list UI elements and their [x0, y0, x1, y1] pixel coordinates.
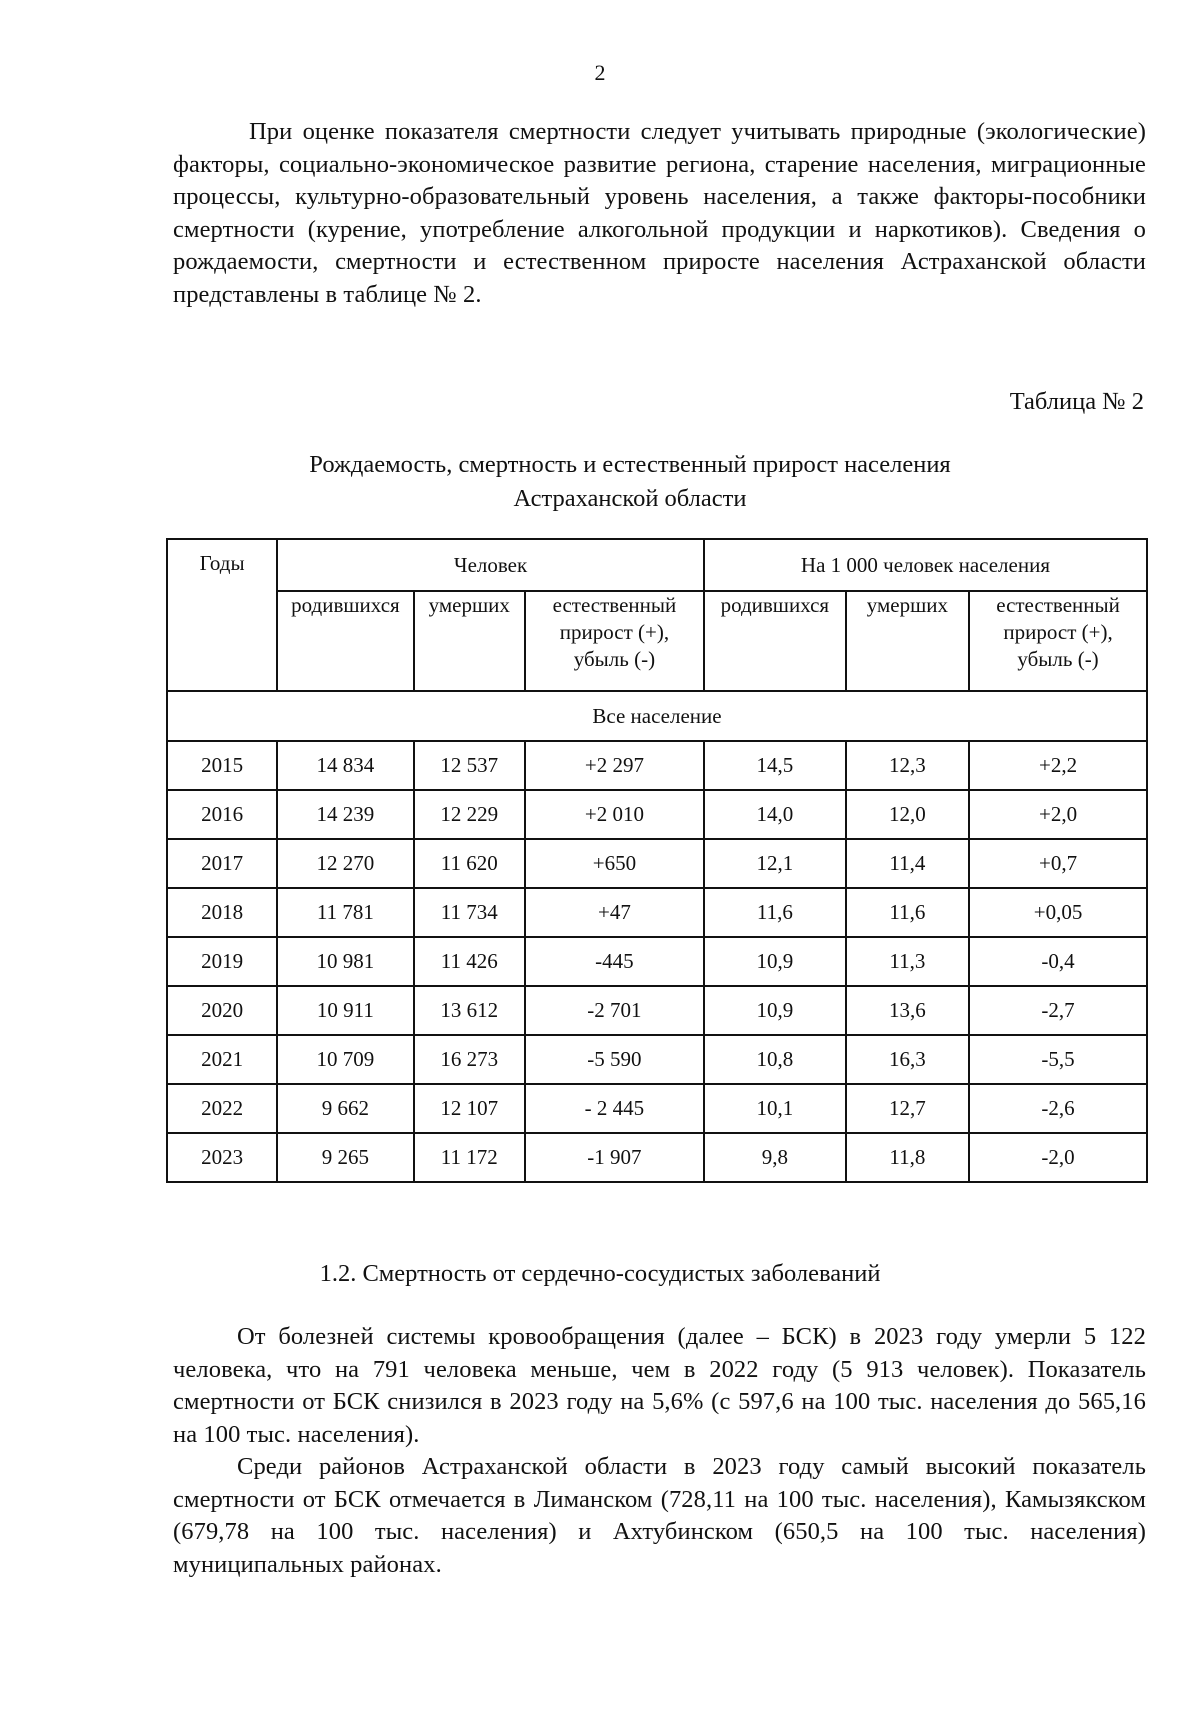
cell-natural: -1 907 — [525, 1133, 704, 1182]
table-row — [167, 1133, 1147, 1182]
cell-died-rate: 12,7 — [846, 1084, 969, 1133]
header-born: родившихся — [277, 591, 413, 691]
header-group-per-1000: На 1 000 человек населения — [704, 539, 1147, 591]
cell-born-rate: 14,5 — [704, 741, 846, 790]
cell-natural: +650 — [525, 839, 704, 888]
cell-natural: -445 — [525, 937, 704, 986]
cell-natural-rate: +0,7 — [969, 839, 1147, 888]
page-number: 2 — [594, 60, 606, 85]
cell-died: 16 273 — [414, 1035, 525, 1084]
header-natural-change — [525, 591, 704, 691]
cell-born: 10 709 — [277, 1035, 413, 1084]
cell-natural: +2 010 — [525, 790, 704, 839]
cell-died-rate: 12,3 — [846, 741, 969, 790]
cell-died-rate: 11,3 — [846, 937, 969, 986]
cell-year: 2016 — [167, 790, 277, 839]
cell-natural: - 2 445 — [525, 1084, 704, 1133]
section-all-population: Все население — [167, 691, 1147, 741]
table-row — [167, 741, 1147, 790]
table-header-row-2 — [167, 591, 1147, 691]
cell-died-rate: 16,3 — [846, 1035, 969, 1084]
cell-born: 12 270 — [277, 839, 413, 888]
body-paragraph-1: От болезней системы кровообращения (далее – БСК) в 2023 году умерли 5 122 человека, что на 791 человека меньше, чем в 2022 году (5 913 человек). Показатель смертности от БСК снизился в 2023 году на 5,6% (с 597,6 на 100 тыс. населения до 565,16 на 100 тыс. населения). — [173, 1323, 1146, 1448]
cell-natural-rate: -2,7 — [969, 986, 1147, 1035]
cell-year: 2021 — [167, 1035, 277, 1084]
cell-born: 14 834 — [277, 741, 413, 790]
header-natural-rate-line-3: убыль (-) — [1017, 647, 1099, 671]
cell-born-rate: 14,0 — [704, 790, 846, 839]
cell-born-rate: 10,9 — [704, 937, 846, 986]
cell-died: 11 172 — [414, 1133, 525, 1182]
header-years: Годы — [167, 539, 277, 691]
cell-born-rate: 11,6 — [704, 888, 846, 937]
intro-paragraph: При оценке показателя смертности следует учитывать природные (экологические) факторы, социально-экономическое развитие региона, старение населения, миграционные процессы, культурно-образовательный уровень населения, а также факторы-пособники смертности (курение, употребление алкогольной продукции и наркотиков). Сведения о рождаемости, смертности и естественном приросте населения Астраханской области представлены в таблице № 2. — [173, 118, 1146, 308]
cell-natural-rate: +2,2 — [969, 741, 1147, 790]
header-natural-line-1: естественный — [552, 593, 677, 617]
cell-year: 2017 — [167, 839, 277, 888]
cell-year: 2023 — [167, 1133, 277, 1182]
cell-born-rate: 10,8 — [704, 1035, 846, 1084]
cell-died: 11 426 — [414, 937, 525, 986]
cell-natural: -5 590 — [525, 1035, 704, 1084]
cell-died-rate: 12,0 — [846, 790, 969, 839]
table-row — [167, 839, 1147, 888]
header-natural-rate-line-1: естественный — [996, 593, 1120, 617]
table-label: Таблица № 2 — [1009, 388, 1144, 415]
table-section-row — [167, 691, 1147, 741]
cell-died: 12 537 — [414, 741, 525, 790]
header-died-rate: умерших — [846, 591, 969, 691]
cell-died: 12 229 — [414, 790, 525, 839]
cell-natural-rate: -2,6 — [969, 1084, 1147, 1133]
cell-born: 9 265 — [277, 1133, 413, 1182]
header-natural-rate-line-2: прирост (+), — [1003, 620, 1113, 644]
header-group-people: Человек — [277, 539, 704, 591]
table-row — [167, 937, 1147, 986]
cell-born-rate: 10,1 — [704, 1084, 846, 1133]
table-title-line-1: Рождаемость, смертность и естественный прирост населения — [309, 451, 951, 478]
demographics-table — [166, 538, 1148, 1183]
cell-natural-rate: -5,5 — [969, 1035, 1147, 1084]
table-header-row-1 — [167, 539, 1147, 591]
cell-year: 2018 — [167, 888, 277, 937]
cell-died: 12 107 — [414, 1084, 525, 1133]
cell-died: 13 612 — [414, 986, 525, 1035]
cell-natural: +2 297 — [525, 741, 704, 790]
cell-year: 2020 — [167, 986, 277, 1035]
section-heading: 1.2. Смертность от сердечно-сосудистых заболеваний — [319, 1260, 881, 1287]
cell-born: 9 662 — [277, 1084, 413, 1133]
header-born-rate: родившихся — [704, 591, 846, 691]
table-title-line-2: Астраханской области — [513, 485, 747, 512]
header-natural-line-2: прирост (+), — [559, 620, 670, 644]
cell-natural: -2 701 — [525, 986, 704, 1035]
table-row — [167, 1035, 1147, 1084]
cell-natural-rate: -0,4 — [969, 937, 1147, 986]
cell-born: 10 981 — [277, 937, 413, 986]
cell-died: 11 734 — [414, 888, 525, 937]
cell-born-rate: 12,1 — [704, 839, 846, 888]
cell-died-rate: 11,8 — [846, 1133, 969, 1182]
cell-born: 11 781 — [277, 888, 413, 937]
table-row — [167, 986, 1147, 1035]
cell-natural: +47 — [525, 888, 704, 937]
cell-born: 14 239 — [277, 790, 413, 839]
cell-year: 2015 — [167, 741, 277, 790]
cell-year: 2022 — [167, 1084, 277, 1133]
cell-natural-rate: +0,05 — [969, 888, 1147, 937]
cell-died-rate: 13,6 — [846, 986, 969, 1035]
cell-died: 11 620 — [414, 839, 525, 888]
table-title — [150, 448, 1110, 516]
cell-natural-rate: -2,0 — [969, 1133, 1147, 1182]
cell-died-rate: 11,4 — [846, 839, 969, 888]
cell-born: 10 911 — [277, 986, 413, 1035]
body-paragraph-2: Среди районов Астраханской области в 2023 году самый высокий показатель смертности от БСК отмечается в Лиманском (728,11 на 100 тыс. населения), Камызякском (679,78 на 100 тыс. населения) и Ахтубинском (650,5 на 100 тыс. населения) муниципальных районах. — [173, 1453, 1146, 1578]
cell-year: 2019 — [167, 937, 277, 986]
cell-born-rate: 9,8 — [704, 1133, 846, 1182]
cell-natural-rate: +2,0 — [969, 790, 1147, 839]
cell-died-rate: 11,6 — [846, 888, 969, 937]
cell-born-rate: 10,9 — [704, 986, 846, 1035]
table-row — [167, 888, 1147, 937]
header-natural-change-rate — [969, 591, 1147, 691]
header-natural-line-3: убыль (-) — [573, 647, 656, 671]
table-row — [167, 1084, 1147, 1133]
table-row — [167, 790, 1147, 839]
header-died: умерших — [414, 591, 525, 691]
